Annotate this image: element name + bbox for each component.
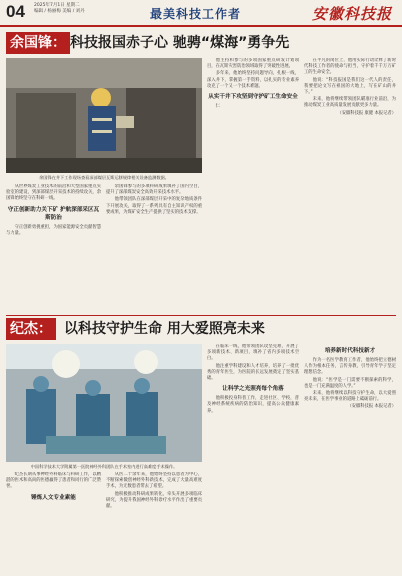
newspaper-logo: 安徽科技报 [311, 5, 392, 23]
article2-column-1 [6, 472, 101, 574]
paragraph: 他积极投身科普工作，走进社区、学校，普及神经系统疾病的防治知识，提高公众健康素养。 [207, 396, 299, 414]
paragraph: 他注重学科建设和人才培养，培养了一批优秀的青年医生，为医院的长远发展奠定了坚实基础。 [207, 363, 299, 382]
date-editor-info [34, 3, 94, 15]
date-line: 2025年7月1日 星期二 [34, 3, 80, 8]
paragraph: 守正创新勇挑重担，为国家能源安全贡献智慧与力量。 [6, 224, 101, 236]
paragraph: 未来，他将继续以科技守护生命，以大爱照亮未来，在医学事业的道路上砥砺前行。 [304, 391, 396, 403]
paragraph: 他主持和参与的多项国家重点研发计划项目，在瓦斯灾害防治领域取得了突破性进展。 [207, 58, 299, 70]
editor-line: 编辑 / 杨丽梅 美编 / 刘丹 [34, 9, 85, 14]
article2-headline [6, 318, 396, 340]
paragraph: 纪杰长期从事神经外科临床与科研工作，以精湛的医术和高尚的医德赢得了患者和同行的广泛赞誉。 [6, 472, 101, 490]
article2-column-2 [106, 472, 202, 574]
paragraph: 从医二十余年来，他始终坚持以患者为中心，不断探索微创神经外科新技术，完成了大量高难度手术，为无数患者带去了希望。 [106, 472, 202, 490]
paragraph: 他说：“科技报国是我们这一代人的责任，我要把论文写在祖国的大地上，写在矿山的井下。” [304, 77, 396, 96]
paragraph: 他说：“医学是一门需要不断探索的科学，也是一门充满温度的人学。” [304, 377, 396, 389]
section-title: 最美科技工作者 [150, 7, 242, 21]
article1-name-badge: 余国锋： [6, 32, 70, 54]
masthead [0, 0, 402, 27]
article2-photo-caption: 中国科学技术大学附属第一医院神经外科团队在手术室内进行高难度手术操作。 [30, 464, 178, 469]
paragraph: 他积极推动科研成果转化，牵头开展多项临床研究，为提升我国神经外科诊疗水平作出了重要贡献。 [106, 491, 202, 510]
article2-subheading-3: 培养新时代科技新才 [324, 348, 376, 354]
paragraph: 他带领团队在深部煤层开采中的复杂地质条件下开展攻关，取得了一系列具有自主知识产权的重要成果，为煤矿安全生产提供了坚实的技术支撑。 [106, 197, 202, 215]
article1-column-1 [6, 184, 101, 314]
article-divider [6, 315, 396, 316]
page-number: 04 [6, 2, 25, 21]
article2-subheading-2: 让科学之光照亮每个角落 [222, 386, 284, 393]
article1-signature: （安徽科技报 康健 本报记者） [337, 110, 396, 116]
paragraph: 余国锋参与的多项科研成果填补了国内空白，提升了深部煤炭安全高效开采技术水平。 [106, 184, 202, 196]
article1-column-4 [304, 58, 396, 314]
paragraph: 未来，他将继续带领团队瞄准行业前沿，为推动煤炭工业高质量发展贡献更多力量。 [304, 97, 396, 109]
article2-column-3 [207, 344, 299, 574]
article1-title: 科技报国赤子心 驰骋“煤海”勇争先 [70, 35, 290, 51]
article1-headline [6, 32, 396, 54]
article2-signature: （安徽科技报 本报记者） [347, 404, 396, 410]
paragraph: 从世界煤炭工业技术的前沿和大型国家重点实验室的建设，到深部煤层开采技术的持续攻关，余国锋始终坚守在科研一线。 [6, 184, 101, 202]
surgery-team-image [6, 344, 202, 462]
article1-subheading-2: 从实干井下攻坚到守护矿工生命安全 [208, 94, 298, 101]
paragraph: 在平凡的岗位上，他用实际行动诠释了新时代科技工作者的使命与担当，守护着千千万万矿工的生命安全。 [304, 58, 396, 76]
paragraph: 仁 [215, 104, 220, 110]
article1-photo [6, 58, 202, 173]
article2-column-4 [304, 344, 396, 574]
mine-worker-image [6, 58, 202, 173]
paragraph: 在临床一线，他带领团队攻坚克难，开展了多项新技术、新项目，填补了省内多项技术空白。 [207, 344, 299, 362]
paragraph: 多年来，他始终坚持问题导向，扎根一线，深入井下，掌握第一手资料，以扎实的专业素养攻克了一个又一个技术难题。 [207, 71, 299, 89]
article2-name-badge: 纪杰： [6, 318, 56, 340]
article1-photo-caption: 余国锋在井下工作现场查看深部煤层瓦斯运移规律相关设备监测数据。 [39, 175, 169, 180]
article1-column-3 [207, 58, 299, 314]
article2-photo [6, 344, 202, 462]
paragraph: 作为一名医学教育工作者，他始终把立德树人作为根本任务，言传身教，引导青年学子坚定理想信念。 [304, 358, 396, 376]
article1-column-2 [106, 184, 202, 314]
article2-title: 以科技守护生命 用大爱照亮未来 [64, 321, 265, 337]
article2-subheading-1: 锤炼人文专业素能 [31, 494, 76, 501]
article1-subheading-1: 守正创新助力关下矿 护航深部采区瓦斯防治 [7, 206, 100, 221]
